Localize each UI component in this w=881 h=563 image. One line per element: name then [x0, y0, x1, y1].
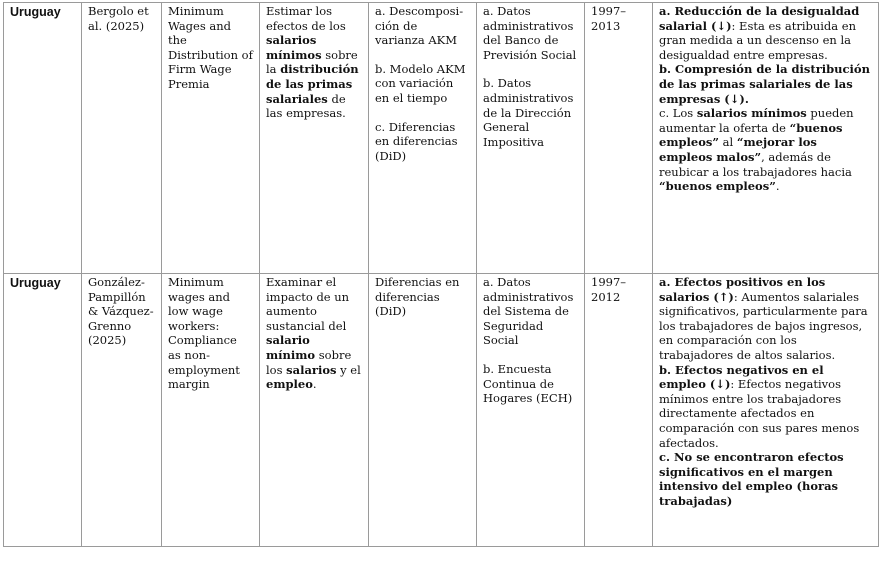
method-item: a. Descomposi-ción de varianza AKM: [375, 4, 464, 48]
objective-cell: Examinar el impacto de un aumento sustancial del salario mínimo sobre los salarios y el empleo.: [260, 274, 369, 547]
results-cell: [653, 3, 879, 274]
result-c: c. No se encontraron efectos significativos en el margen intensivo del empleo (horas trabajadas): [659, 450, 844, 508]
title-cell: Minimum Wages and the Distribution of Firm Wage Premia: [162, 3, 260, 274]
method-item: Diferencias en diferencias (DiD): [375, 275, 460, 319]
result-c: c. Los salarios mínimos pueden aumentar la oferta de “buenos empleos” al “mejorar los empleos malos”, además de reubicar a los trabajadores hacia “buenos empleos”.: [659, 106, 854, 194]
period-cell: 1997–2013: [585, 3, 653, 274]
table-row: [4, 274, 879, 547]
period-cell: 1997–2012: [585, 274, 653, 547]
result-b: b. Compresión de la distribución de las primas salariales de las empresas (↓).: [659, 62, 870, 106]
authors-cell: González-Pampillón & Vázquez-Grenno (2025): [82, 274, 162, 547]
country-cell: Uruguay: [4, 274, 82, 547]
methods-cell: [369, 3, 477, 274]
authors-cell: Bergolo et al. (2025): [82, 3, 162, 274]
data-source-item: a. Datos administrativos del Banco de Previsión Social: [483, 4, 577, 62]
data-source-item: b. Datos administrativos de la Dirección General Impositiva: [483, 76, 574, 149]
method-item: c. Diferencias en diferencias (DiD): [375, 119, 458, 163]
result-a: a. Reducción de la desigualdad salarial (↓): Esta es atribuida en gran medida a un descenso en la desigualdad entre empresas.: [659, 4, 860, 62]
results-cell: [653, 274, 879, 547]
methods-cell: [369, 274, 477, 547]
method-item: b. Modelo AKM con variación en el tiempo: [375, 61, 466, 105]
data-sources-cell: [477, 3, 585, 274]
studies-table: [3, 2, 879, 547]
result-a: a. Efectos positivos en los salarios (↑): Aumentos salariales significativos, particularmente para los trabajadores de bajos ingresos, en comparación con los trabajadores de altos salarios.: [659, 275, 868, 362]
data-source-item: a. Datos administrativos del Sistema de Seguridad Social: [483, 275, 574, 348]
data-sources-cell: [477, 274, 585, 547]
objective-cell: Estimar los efectos de los salarios mínimos sobre la distribución de las primas salariales de las empresas.: [260, 3, 369, 274]
table-row: [4, 3, 879, 274]
data-source-item: b. Encuesta Continua de Hogares (ECH): [483, 361, 573, 406]
country-cell: Uruguay: [4, 3, 82, 274]
result-b: b. Efectos negativos en el empleo (↓): Efectos negativos mínimos entre los trabajadores directamente afectados en comparación con sus pares menos afectados.: [659, 362, 860, 450]
title-cell: Minimum wages and low wage workers: Compliance as non-employment margin: [162, 274, 260, 547]
